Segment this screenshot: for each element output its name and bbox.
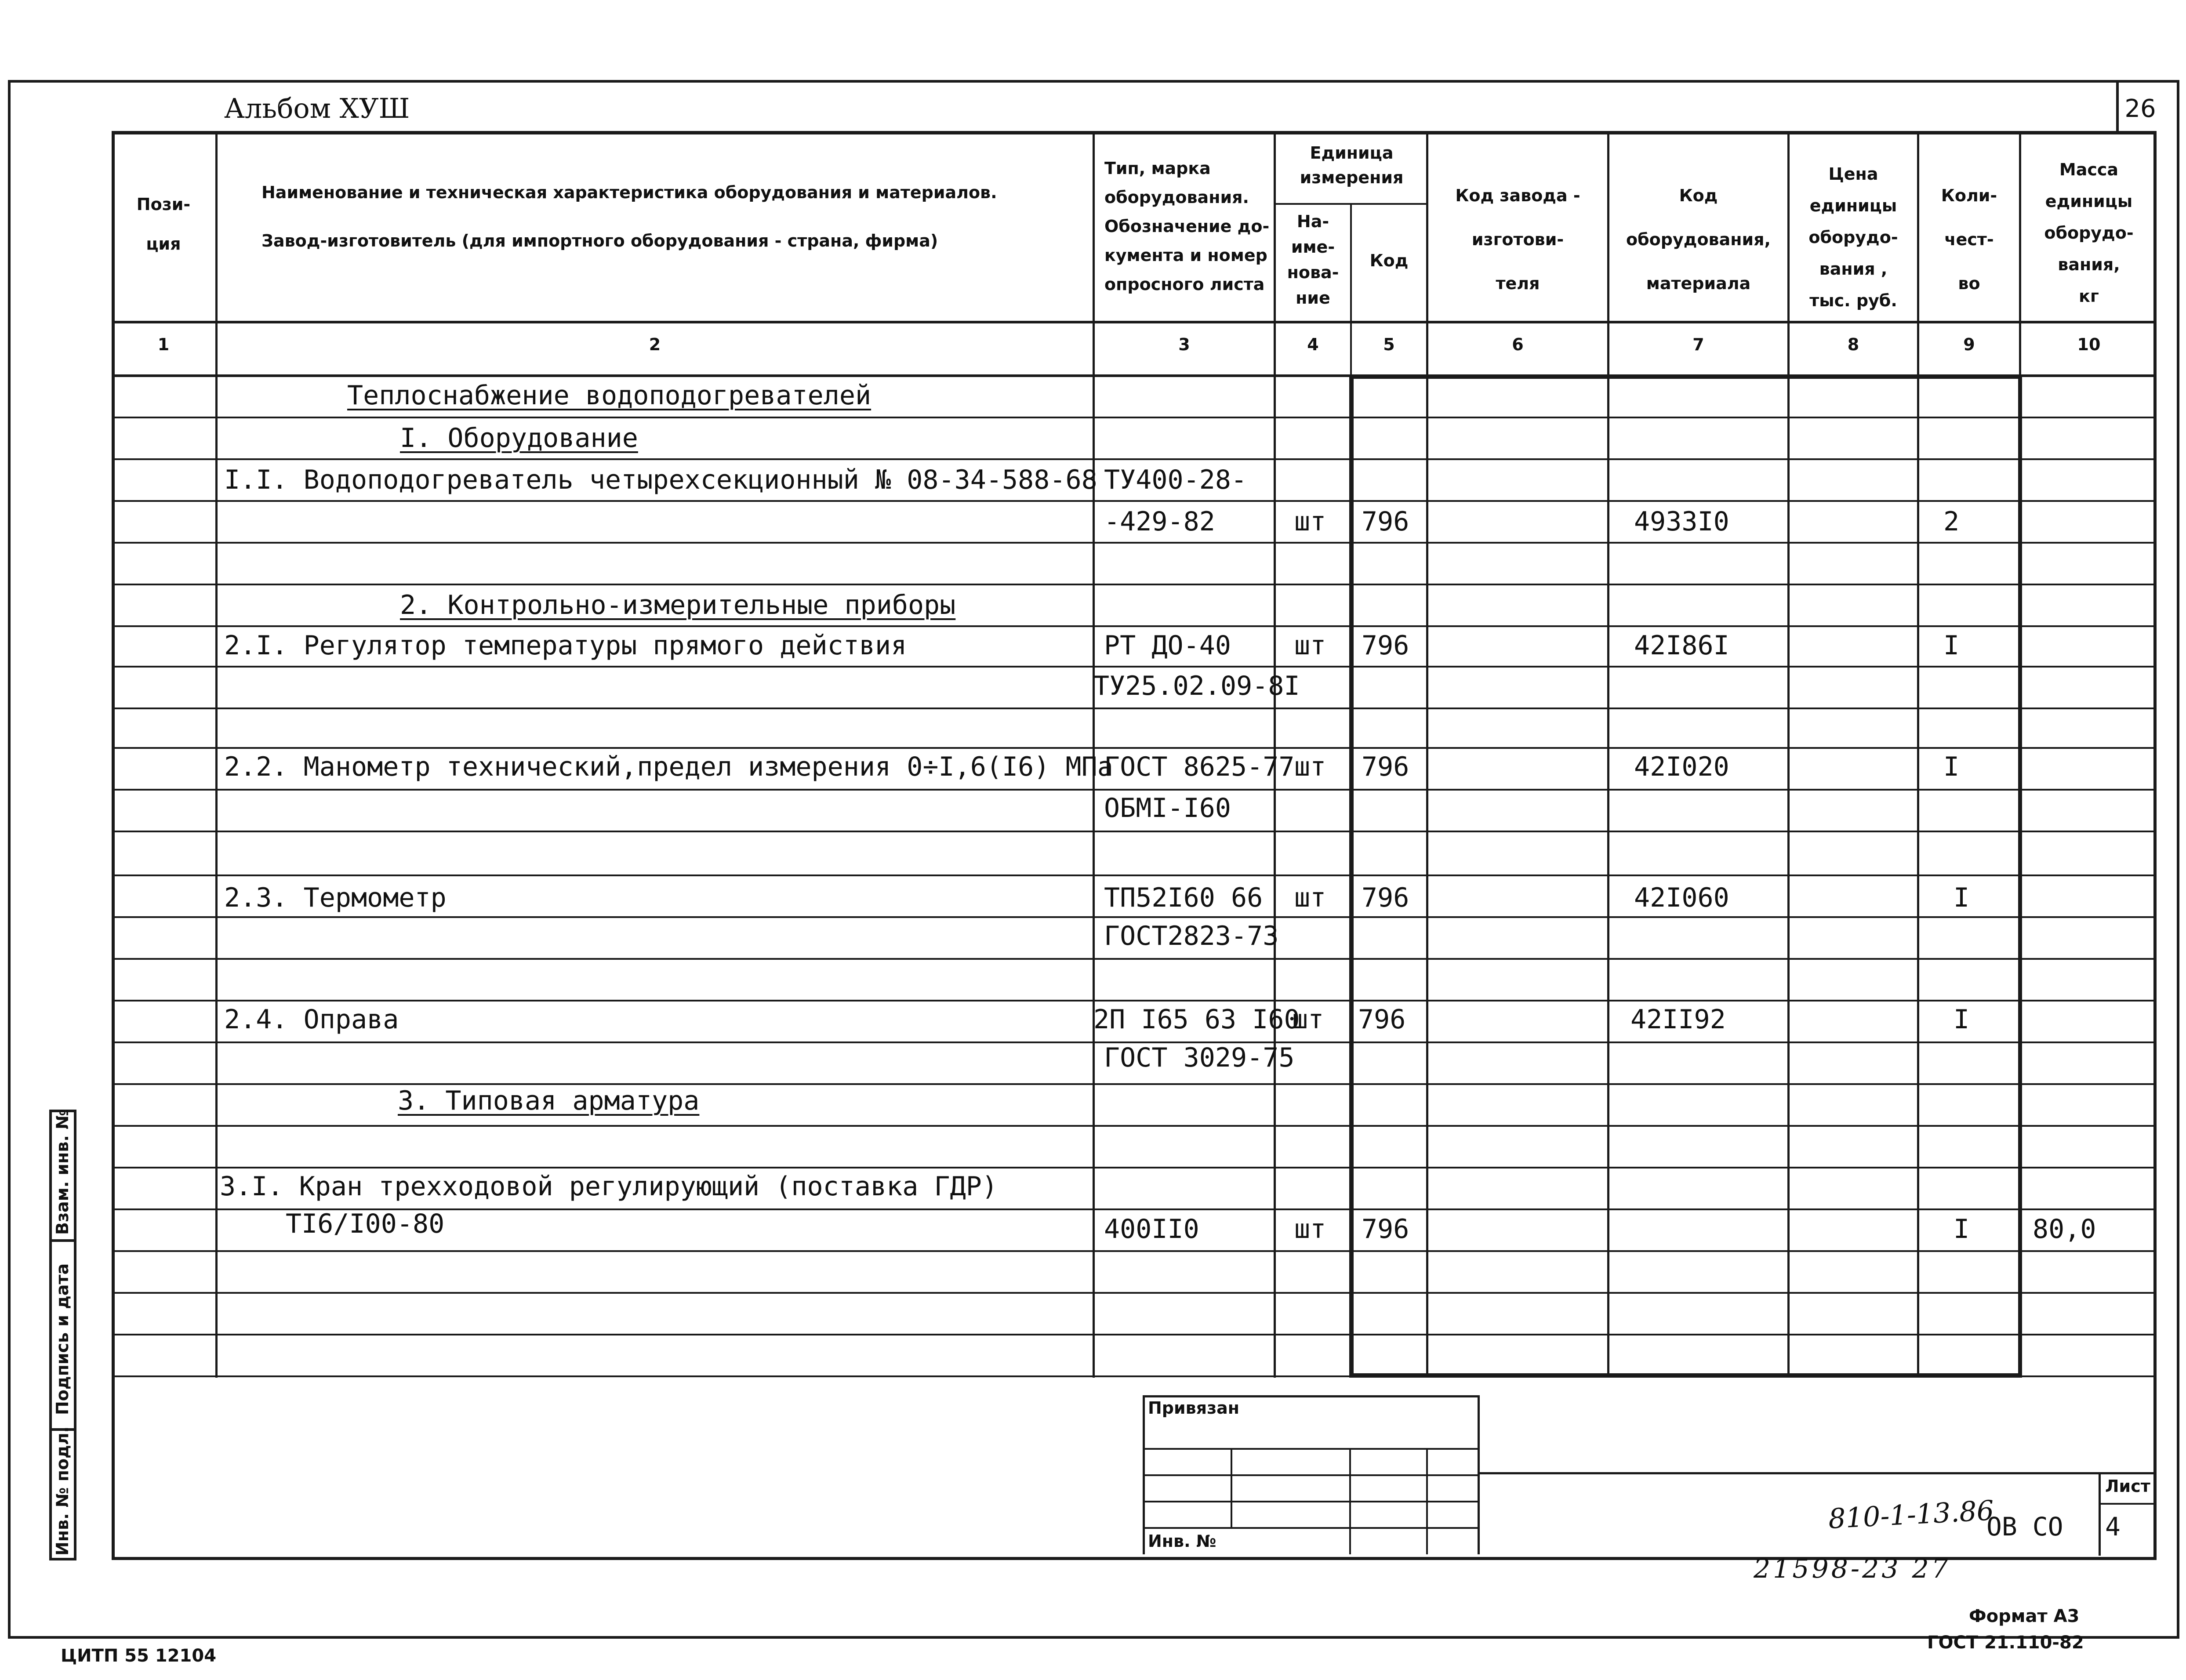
header-type-mark: Тип, марка оборудования. Обозначение до- кумента и номер опросного листа xyxy=(1104,159,1270,294)
item-equip-code-2-2: 42I020 xyxy=(1634,751,1729,782)
header-factory-code: Код завода - изготови- теля xyxy=(1455,186,1580,293)
row-line xyxy=(112,1292,2157,1294)
row-line xyxy=(112,500,2157,502)
item-unit-2-1: шт xyxy=(1294,630,1326,661)
row-line xyxy=(112,1125,2157,1127)
col-line-8-9 xyxy=(1917,132,1919,1378)
item-qty-1-1: 2 xyxy=(1943,506,1960,537)
row-line xyxy=(112,874,2157,876)
header-equipment-code: Код оборудования, материала xyxy=(1626,186,1771,293)
item-qty-2-2: I xyxy=(1943,751,1960,782)
item-name-1-1: I.I. Водоподогреватель четырехсекционный № 08-34-588-68 xyxy=(224,464,1097,495)
stamp-col-line xyxy=(1426,1448,1428,1554)
sheet-label: Лист xyxy=(2105,1477,2150,1496)
header-unit-code: Код xyxy=(1369,251,1409,270)
item-model-3-1: TI6/I00-80 xyxy=(286,1208,445,1239)
item-equip-code-2-4: 42II92 xyxy=(1630,1004,1726,1035)
header-unit-mass: Масса единицы оборудо- вания, кг xyxy=(2044,160,2134,306)
stamp-line xyxy=(1143,1474,1479,1476)
col-line-4-5-body xyxy=(1349,376,1354,1378)
sheet-box-divider xyxy=(2099,1503,2157,1505)
side-stamp-bottom-border xyxy=(49,1558,76,1560)
page-number-box-border xyxy=(2116,81,2119,132)
side-label-original-inv: Инв. № подл. xyxy=(53,1426,72,1556)
side-stamp-left-border xyxy=(49,1110,52,1560)
row-line xyxy=(112,1250,2157,1252)
row-line xyxy=(112,1334,2157,1335)
bold-box-top xyxy=(1349,374,2022,379)
paper-format: Формат А3 xyxy=(1969,1606,2080,1626)
column-number-3: 3 xyxy=(1178,335,1190,354)
header-position: Пози- ция xyxy=(136,195,191,254)
item-type-2-4-a: 2П I65 63 I60 xyxy=(1093,1004,1300,1035)
header-unit-name: На- име- нова- ние xyxy=(1287,212,1339,308)
doc-code-printed: ОВ СО xyxy=(1986,1512,2063,1542)
unit-group-separator xyxy=(1274,203,1427,205)
album-title: Альбом ХУШ xyxy=(224,92,410,124)
side-label-signature-date: Подпись и дата xyxy=(53,1263,72,1415)
stamp-line xyxy=(1143,1527,1479,1529)
header-unit-group: Единица измерения xyxy=(1300,143,1404,187)
col-line-7-8 xyxy=(1787,132,1790,1378)
item-qty-3-1: I xyxy=(1954,1214,1970,1245)
item-unit-2-2: шт xyxy=(1294,751,1326,782)
header-unit-price: Цена единицы оборудо- вания , тыс. руб. xyxy=(1808,164,1898,310)
item-equip-code-1-1: 4933I0 xyxy=(1634,506,1729,537)
section-title-heat-supply: Теплоснабжение водоподогревателей xyxy=(347,380,871,411)
row-line xyxy=(112,708,2157,709)
item-unit-code-2-4: 796 xyxy=(1358,1004,1406,1035)
row-line xyxy=(112,958,2157,960)
item-type-2-3-a: ТП52I60 66 xyxy=(1104,882,1263,913)
doc-code-handwritten: 810-1-13.86 xyxy=(1827,1494,1995,1535)
header-number-separator xyxy=(112,321,2157,323)
row-line xyxy=(112,584,2157,585)
side-stamp-divider xyxy=(49,1239,76,1242)
column-number-1: 1 xyxy=(157,335,170,354)
item-equip-code-2-3: 42I060 xyxy=(1634,882,1729,913)
col-line-1-2 xyxy=(215,132,218,1378)
column-number-6: 6 xyxy=(1512,335,1524,354)
row-line xyxy=(112,542,2157,544)
item-type-2-1-a: РТ ДО-40 xyxy=(1104,630,1231,661)
stamp-inv-label: Инв. № xyxy=(1148,1531,1216,1551)
gost-standard: ГОСТ 21.110-82 xyxy=(1927,1633,2084,1653)
item-unit-code-2-3: 796 xyxy=(1362,882,1409,913)
row-line xyxy=(112,1083,2157,1085)
row-line xyxy=(112,458,2157,460)
page-number: 26 xyxy=(2124,94,2156,123)
item-name-3-1: 3.I. Кран трехходовой регулирующий (поставка ГДР) xyxy=(220,1171,998,1202)
row-line xyxy=(112,625,2157,627)
stamp-line xyxy=(1143,1501,1479,1502)
header-name-line2: Завод-изготовитель (для импортного оборудования - страна, фирма) xyxy=(261,231,938,250)
item-qty-2-1: I xyxy=(1943,630,1960,661)
item-unit-code-2-1: 796 xyxy=(1362,630,1409,661)
item-unit-code-1-1: 796 xyxy=(1362,506,1409,537)
row-line xyxy=(112,1000,2157,1001)
item-qty-2-3: I xyxy=(1954,882,1970,913)
print-code: ЦИТП 55 12104 xyxy=(61,1646,217,1666)
header-name-line1: Наименование и техническая характеристика оборудования и материалов. xyxy=(261,183,997,202)
item-type-1-1-b: -429-82 xyxy=(1104,506,1215,537)
stamp-top-border xyxy=(1143,1395,1479,1397)
column-number-10: 10 xyxy=(2077,335,2101,354)
column-number-4: 4 xyxy=(1307,335,1319,354)
row-line xyxy=(112,916,2157,918)
handwritten-number: 21598-23 27 xyxy=(1754,1553,1951,1584)
item-name-2-3: 2.3. Термометр xyxy=(224,882,447,913)
row-line xyxy=(112,831,2157,832)
item-unit-1-1: шт xyxy=(1294,506,1326,537)
col-line-5-6 xyxy=(1426,132,1428,1378)
stamp-col-line xyxy=(1231,1448,1232,1527)
side-label-replacement-inv: Взам. инв. № xyxy=(53,1109,72,1235)
section-title-equipment: I. Оборудование xyxy=(400,423,638,454)
section-title-fittings: 3. Типовая арматура xyxy=(398,1085,700,1116)
item-name-2-4: 2.4. Оправа xyxy=(224,1004,399,1035)
item-qty-2-4: I xyxy=(1954,1004,1970,1035)
row-line xyxy=(112,666,2157,668)
row-line xyxy=(112,789,2157,791)
col-line-6-7 xyxy=(1607,132,1609,1378)
item-unit-2-4: шт xyxy=(1292,1004,1324,1035)
column-number-2: 2 xyxy=(649,335,661,354)
item-type-2-1-b: ТУ25.02.09-8I xyxy=(1093,671,1300,701)
row-line xyxy=(112,1167,2157,1168)
section-title-instruments: 2. Контрольно-измерительные приборы xyxy=(400,590,956,620)
item-type-1-1-a: ТУ400-28- xyxy=(1104,464,1247,495)
column-number-5: 5 xyxy=(1383,335,1395,354)
column-number-8: 8 xyxy=(1847,335,1859,354)
row-line xyxy=(112,747,2157,749)
column-number-9: 9 xyxy=(1963,335,1975,354)
item-unit-3-1: шт xyxy=(1294,1214,1326,1245)
column-number-7: 7 xyxy=(1692,335,1704,354)
item-unit-code-3-1: 796 xyxy=(1362,1214,1409,1245)
side-stamp-right-border xyxy=(74,1110,76,1560)
header-quantity: Коли- чест- во xyxy=(1941,186,1997,293)
item-type-3-1: 400II0 xyxy=(1104,1214,1199,1245)
item-type-2-4-b: ГОСТ 3029-75 xyxy=(1104,1042,1295,1073)
item-unit-2-3: шт xyxy=(1294,882,1326,913)
col-line-9-10-body xyxy=(2018,376,2022,1378)
item-equip-code-2-1: 42I86I xyxy=(1634,630,1729,661)
item-unit-code-2-2: 796 xyxy=(1362,751,1409,782)
sheet-box-border xyxy=(2099,1472,2101,1556)
table-top-border xyxy=(112,131,2157,134)
item-mass-3-1: 80,0 xyxy=(2033,1214,2096,1245)
row-line xyxy=(112,417,2157,418)
stamp-linked-label: Привязан xyxy=(1148,1398,1240,1418)
item-name-2-2: 2.2. Манометр технический,предел измерения 0÷I,6(I6) МПа xyxy=(224,751,1113,782)
item-type-2-2-b: ОБМI-I60 xyxy=(1104,793,1231,824)
stamp-col-line xyxy=(1349,1448,1351,1554)
stamp-line xyxy=(1143,1448,1479,1450)
title-block-top xyxy=(1478,1472,2157,1474)
item-type-2-3-b: ГОСТ2823-73 xyxy=(1104,921,1279,951)
item-name-2-1: 2.I. Регулятор температуры прямого действия xyxy=(224,630,907,661)
table-bottom-line xyxy=(112,1375,2157,1377)
sheet-number: 4 xyxy=(2105,1512,2121,1542)
item-type-2-2-a: ГОСТ 8625-77 xyxy=(1104,751,1295,782)
